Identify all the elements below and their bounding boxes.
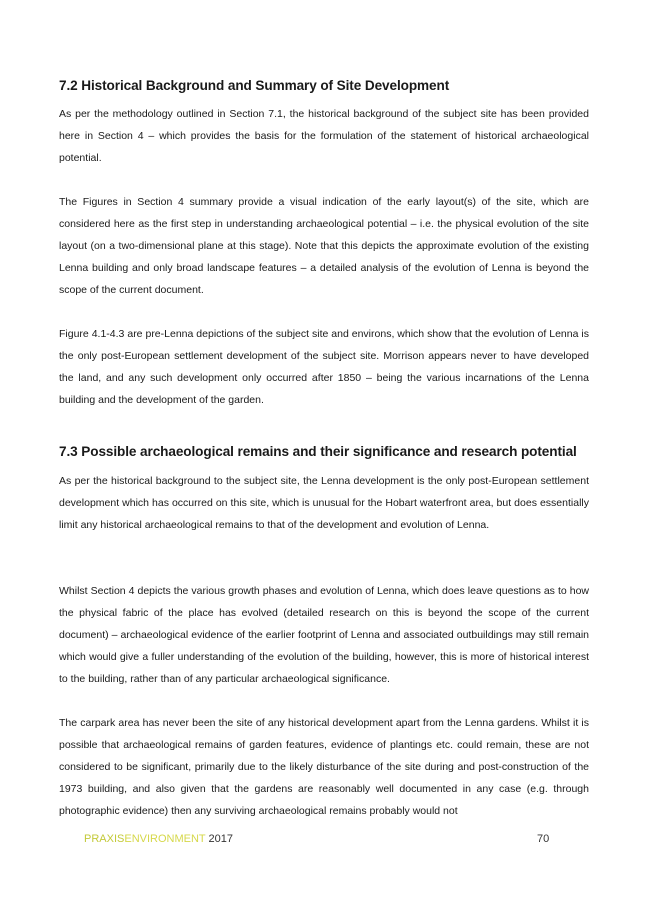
- footer-year: 2017: [208, 833, 233, 845]
- paragraph-7-2-2: The Figures in Section 4 summary provide a visual indication of the early layout(s) of the site, which are considered here as the first step in understanding archaeological potential – i.e. the physical evolution of the site layout (on a two-dimensional plane at this stage). Note that this depicts the approximate evolution of the existing Lenna building and only broad landscape features – a detailed analysis of the evolution of Lenna is beyond the scope of the current document.: [59, 196, 589, 297]
- paragraph-7-3-3: The carpark area has never been the site of any historical development apart from the Lenna gardens. Whilst it is possible that archaeological remains of garden features, evidence of plantings etc. could remain, these are not considered to be significant, primarily due to the likely disturbance of the site during and post-construction of the 1973 building, and also given that the gardens are reasonably well documented in any case (e.g. through photographic evidence) then any surviving archaeological remains probably would not: [59, 717, 589, 818]
- paragraph-7-3-2: Whilst Section 4 depicts the various growth phases and evolution of Lenna, which does leave questions as to how the physical fabric of the place has evolved (detailed research on this is beyond the scope of the current document) – archaeological evidence of the earlier footprint of Lenna and associated outbuildings may still remain which would give a fuller understanding of the evolution of the building, however, this is more of historical interest to the building, rather than of any particular archaeological significance.: [59, 585, 589, 686]
- paragraph-7-2-3: Figure 4.1-4.3 are pre-Lenna depictions of the subject site and environs, which show that the evolution of Lenna is the only post-European settlement development of the subject site. Morrison appears never to have developed the land, and any such development only occurred after 1850 – being the various incarnations of the Lenna building and the development of the garden.: [59, 328, 589, 407]
- brand-praxis: PRAXIS: [84, 833, 125, 845]
- section-heading-7-3: 7.3 Possible archaeological remains and their significance and research potential: [59, 444, 577, 459]
- section-heading-7-2: 7.2 Historical Background and Summary of Site Development: [59, 78, 450, 93]
- paragraph-7-2-1: As per the methodology outlined in Section 7.1, the historical background of the subject site has been provided here in Section 4 – which provides the basis for the formulation of the statement of historical archaeological potential.: [59, 108, 589, 165]
- brand-environment: ENVIRONMENT: [124, 833, 206, 845]
- page-number: 70: [537, 833, 550, 845]
- footer-brand: [84, 833, 233, 845]
- paragraph-7-3-1: As per the historical background to the subject site, the Lenna development is the only post-European settlement development which has occurred on this site, which is unusual for the Hobart waterfront area, but does essentially limit any historical archaeological remains to that of the development and evolution of Lenna.: [59, 475, 589, 532]
